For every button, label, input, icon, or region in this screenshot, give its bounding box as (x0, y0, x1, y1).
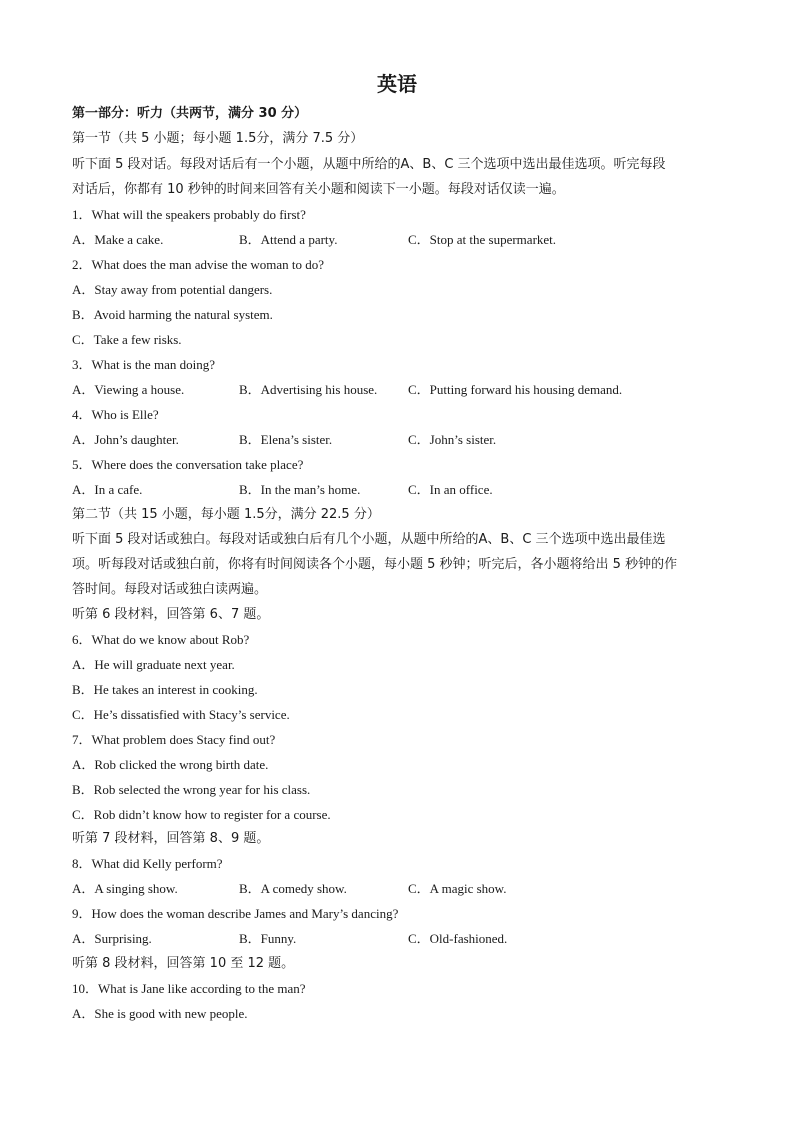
option-c: C．In an office. (408, 482, 493, 497)
page-title: 英语 (377, 72, 417, 96)
option-a: A．Viewing a house. (72, 382, 185, 397)
question-5: 5．Where does the conversation take place? (72, 457, 304, 472)
material-7-heading: 听第 7 段材料，回答第 8、9 题。 (72, 831, 270, 846)
option-b: B．Advertising his house. (239, 382, 378, 397)
section2-instructions-line3: 答时间。每段对话或独白读两遍。 (72, 582, 268, 597)
option-b: B．Attend a party. (239, 232, 338, 247)
question-1: 1．What will the speakers probably do first? (72, 207, 306, 222)
option-a: A．Rob clicked the wrong birth date. (72, 757, 269, 772)
section2-instructions-line1: 听下面 5 段对话或独白。每段对话或独白后有几个小题，从题中所给的A、B、C 三个选项中选出最佳选 (72, 532, 666, 547)
option-c: C．Rob didn’t know how to register for a course. (72, 807, 331, 822)
option-b: B．He takes an interest in cooking. (72, 682, 258, 697)
section1-instructions-line1: 听下面 5 段对话。每段对话后有一个小题，从题中所给的A、B、C 三个选项中选出最佳选项。听完每段 (72, 157, 666, 172)
material-8-heading: 听第 8 段材料，回答第 10 至 12 题。 (72, 956, 295, 971)
question-4-options (72, 432, 732, 448)
option-c: C．Putting forward his housing demand. (408, 382, 623, 397)
option-a: A．He will graduate next year. (72, 657, 235, 672)
option-b: B．Avoid harming the natural system. (72, 307, 273, 322)
option-b: B．A comedy show. (239, 881, 347, 896)
option-c: C．He’s dissatisfied with Stacy’s service. (72, 707, 290, 722)
option-c: C．Take a few risks. (72, 332, 182, 347)
option-b: B．Rob selected the wrong year for his class. (72, 782, 311, 797)
option-c: C．Stop at the supermarket. (408, 232, 557, 247)
question-7: 7．What problem does Stacy find out? (72, 732, 276, 747)
option-a: A．Surprising. (72, 931, 152, 946)
section1-instructions-line2: 对话后，你都有 10 秒钟的时间来回答有关小题和阅读下一小题。每段对话仅读一遍。 (72, 182, 565, 197)
question-1-options (72, 232, 732, 248)
question-2: 2．What does the man advise the woman to do? (72, 257, 324, 272)
question-6: 6．What do we know about Rob? (72, 632, 250, 647)
part1-heading: 第一部分：听力（共两节，满分 30 分） (72, 106, 308, 121)
question-9-options (72, 931, 732, 947)
material-6-heading: 听第 6 段材料，回答第 6、7 题。 (72, 607, 270, 622)
section2-heading: 第二节（共 15 小题，每小题 1.5分，满分 22.5 分） (72, 507, 380, 522)
option-a: A．Make a cake. (72, 232, 164, 247)
option-c: C．A magic show. (408, 881, 507, 896)
option-a: A．She is good with new people. (72, 1006, 248, 1021)
question-8: 8．What did Kelly perform? (72, 856, 223, 871)
question-5-options (72, 482, 732, 498)
option-a: A．A singing show. (72, 881, 178, 896)
option-b: B．Funny. (239, 931, 297, 946)
question-4: 4．Who is Elle? (72, 407, 159, 422)
question-9: 9．How does the woman describe James and Mary’s dancing? (72, 906, 399, 921)
option-c: C．John’s sister. (408, 432, 497, 447)
section1-heading: 第一节（共 5 小题；每小题 1.5分，满分 7.5 分） (72, 131, 364, 146)
option-b: B．Elena’s sister. (239, 432, 333, 447)
section2-instructions-line2: 项。听每段对话或独白前，你将有时间阅读各个小题，每小题 5 秒钟；听完后，各小题将给出 5 秒钟的作 (72, 557, 678, 572)
option-a: A．In a cafe. (72, 482, 143, 497)
option-b: B．In the man’s home. (239, 482, 361, 497)
question-8-options (72, 881, 732, 897)
option-a: A．Stay away from potential dangers. (72, 282, 273, 297)
question-3-options (72, 382, 732, 398)
question-3: 3．What is the man doing? (72, 357, 215, 372)
option-c: C．Old-fashioned. (408, 931, 508, 946)
question-10: 10．What is Jane like according to the man? (72, 981, 306, 996)
option-a: A．John’s daughter. (72, 432, 179, 447)
